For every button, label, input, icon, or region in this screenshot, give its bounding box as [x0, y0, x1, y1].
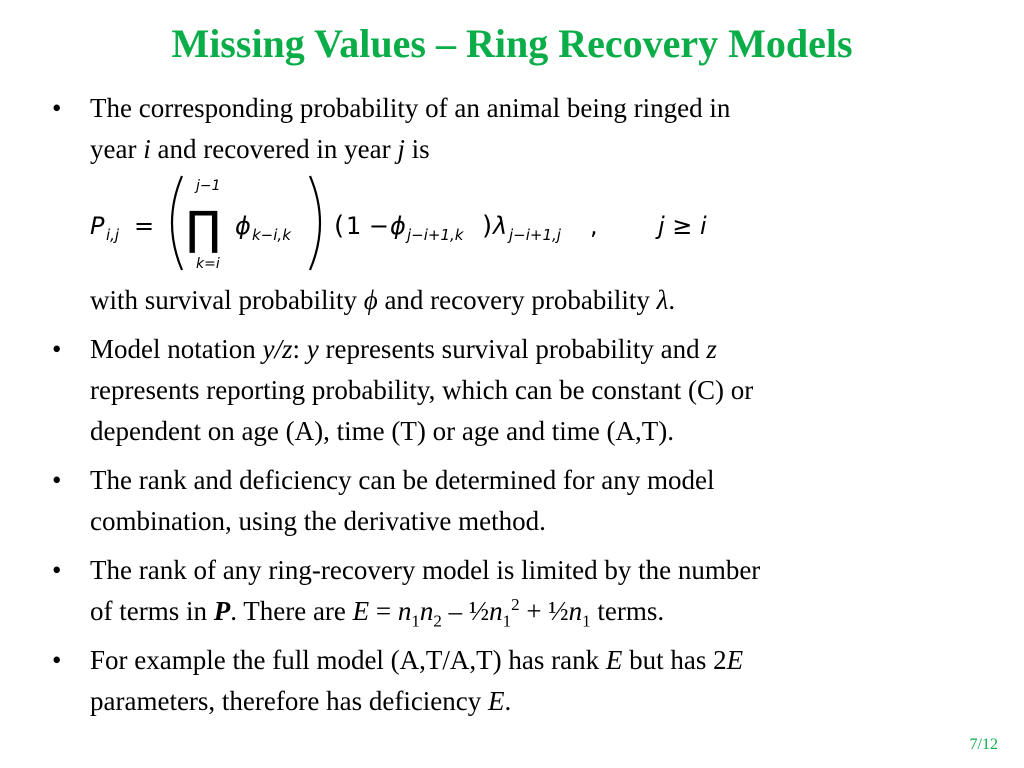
text-segment: + ½ — [519, 596, 569, 626]
text-segment: and recovered in year — [150, 134, 398, 164]
var-n: n — [397, 596, 412, 626]
bullet-dot: • — [52, 334, 62, 364]
var-n: n — [568, 596, 583, 626]
text-segment: Model notation — [90, 334, 263, 364]
lambda: λ — [493, 212, 508, 240]
lambda-sub: j−i+1,j — [509, 226, 561, 244]
right-paren — [310, 176, 320, 270]
bullet-dot: • — [52, 555, 62, 585]
formula-lhs-sub: i,j — [106, 226, 120, 244]
bullet-probability — [50, 88, 990, 321]
text-segment: terms. — [590, 596, 665, 626]
text-segment: combination, using the derivative method. — [90, 506, 546, 536]
text-segment: parameters, therefore has deficiency — [90, 686, 489, 716]
bullet-full-model-example — [50, 640, 990, 722]
var-z: z — [706, 334, 717, 364]
var-j: j — [397, 134, 405, 164]
var-E: E — [488, 686, 505, 716]
text-segment: : — [292, 334, 307, 364]
page-number: 7/12 — [969, 736, 998, 753]
superscript: 2 — [511, 595, 520, 614]
text-segment: . There are — [230, 596, 353, 626]
bullet-dot: • — [52, 645, 62, 675]
subscript: 1 — [411, 611, 420, 631]
var-yz: y/z — [262, 334, 293, 364]
bullet-model-notation — [50, 329, 990, 452]
var-P: P — [213, 596, 231, 626]
text-segment: . — [504, 686, 512, 716]
var-E: E — [726, 645, 744, 675]
product-lower: k=i — [196, 256, 220, 272]
phi-1-sub: k−i,k — [252, 226, 291, 244]
subscript: 1 — [502, 611, 512, 631]
subscript: 2 — [433, 611, 442, 631]
var-E: E — [352, 596, 370, 626]
bullet-text: The corresponding probability of an animal being ringed in — [90, 93, 731, 123]
symbol-lambda: λ — [656, 285, 669, 315]
open-paren: ( — [334, 211, 345, 241]
phi-1: ϕ — [235, 212, 251, 240]
text-segment: is — [404, 134, 430, 164]
var-y: y — [306, 334, 319, 364]
phi-2-sub: j−i+1,k — [407, 226, 464, 244]
formula-comma: , — [590, 212, 598, 240]
text-segment: The rank and deficiency can be determined for any model — [90, 465, 715, 495]
text-segment: but has 2 — [622, 645, 727, 675]
text-segment: year — [90, 134, 144, 164]
text-segment: = — [369, 596, 398, 626]
var-n: n — [489, 596, 503, 626]
one-minus: 1 − — [346, 212, 390, 240]
bullet-continuation — [90, 280, 990, 321]
formula-condition: j ≥ i — [658, 212, 707, 240]
symbol-phi: ϕ — [363, 285, 378, 315]
slide-body — [50, 88, 990, 722]
bullet-dot: • — [52, 93, 62, 123]
phi-2: ϕ — [390, 212, 406, 240]
formula-equals: = — [134, 212, 155, 240]
bullet-dot: • — [52, 465, 62, 495]
text-segment: . — [668, 285, 676, 315]
text-segment: represents reporting probability, which can be constant (C) or — [90, 375, 754, 405]
subscript: 1 — [582, 611, 591, 631]
text-segment: The rank of any ring-recovery model is limited by the number — [90, 555, 761, 585]
text-segment: – ½ — [441, 596, 490, 626]
text-segment: For example the full model (A,T/A,T) has rank — [90, 645, 606, 675]
formula-lhs: P — [90, 212, 105, 240]
text-segment: represents survival probability and — [318, 334, 707, 364]
close-paren: ) — [482, 211, 493, 241]
text-segment: and recovery probability — [377, 285, 657, 315]
probability-formula — [90, 172, 990, 274]
left-paren — [172, 176, 182, 270]
var-E: E — [605, 645, 623, 675]
text-segment: of terms in — [90, 596, 214, 626]
product-upper: j−1 — [196, 178, 221, 194]
var-n: n — [419, 596, 434, 626]
bullet-rank-deficiency — [50, 460, 990, 542]
text-segment: dependent on age (A), time (T) or age and time (A,T). — [90, 416, 675, 446]
text-segment: with survival probability — [90, 285, 364, 315]
slide-title: Missing Values – Ring Recovery Models — [171, 21, 853, 66]
bullet-rank-limit — [50, 550, 990, 632]
product-symbol: ∏ — [186, 201, 221, 255]
var-i: i — [143, 134, 151, 164]
